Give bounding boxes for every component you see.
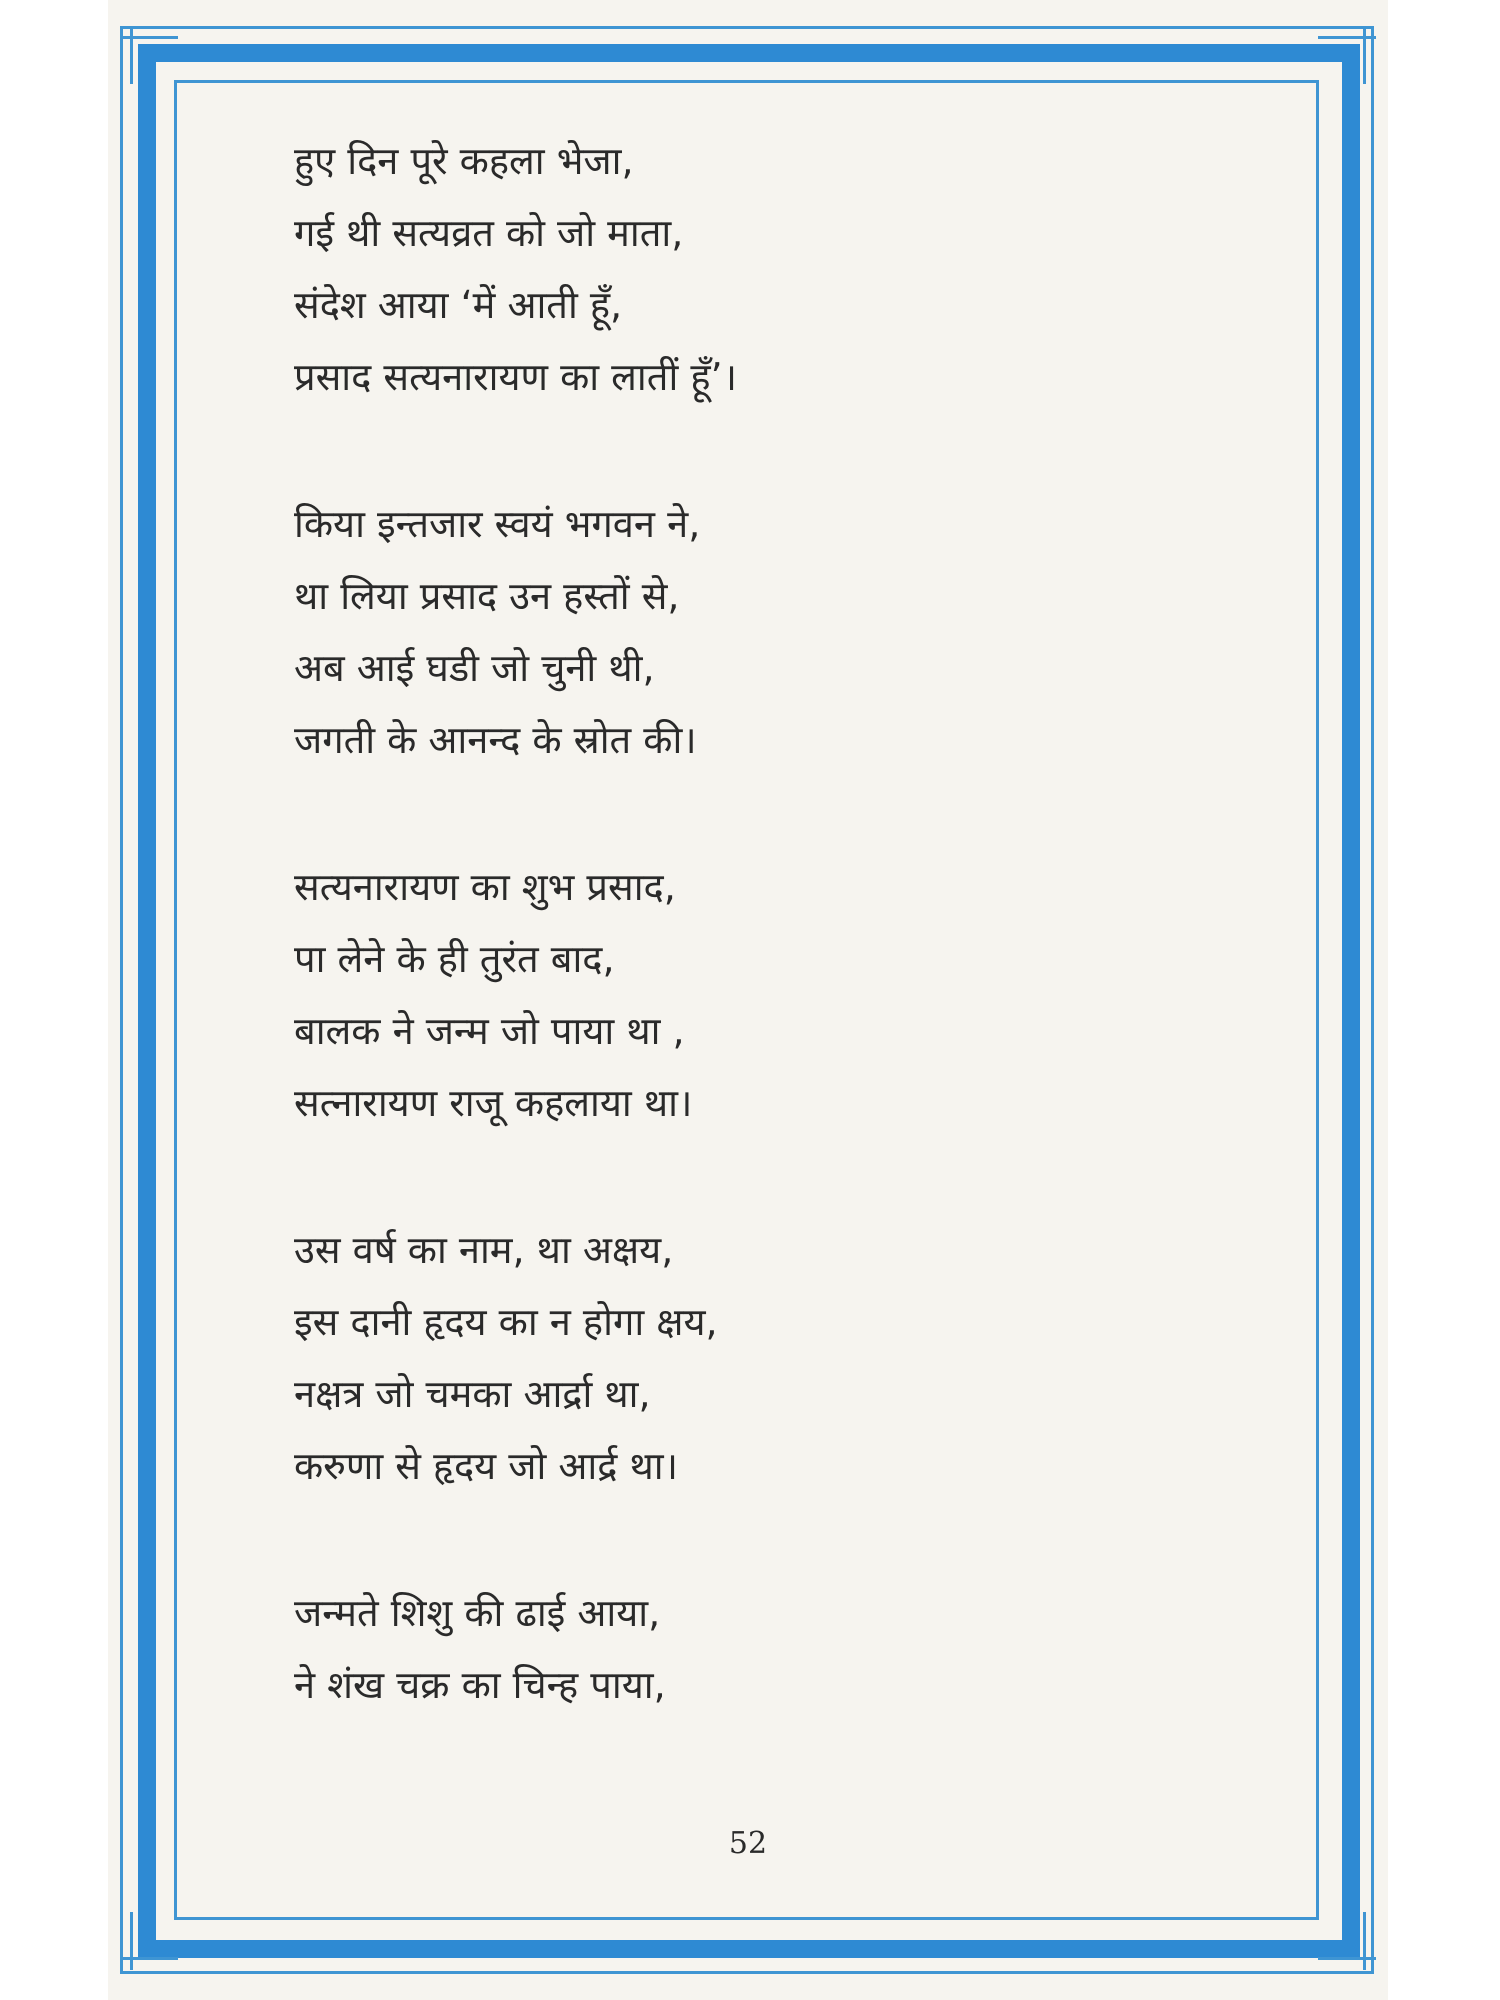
corner-ornament-top-left [108, 14, 178, 84]
stanza [294, 488, 994, 776]
stanza [294, 851, 994, 1139]
poem-line: था लिया प्रसाद उन हस्तों से, [294, 574, 680, 618]
stanza [294, 1214, 994, 1502]
poem-line: इस दानी हृदय का न होगा क्षय, [294, 1300, 718, 1344]
poem-line: संदेश आया ‘में आती हूँ, [294, 283, 623, 327]
corner-ornament-bottom-right [1318, 1912, 1388, 1982]
poem-line: सत्यनारायण का शुभ प्रसाद, [294, 865, 676, 909]
corner-ornament-bottom-left [108, 1912, 178, 1982]
poem-line: प्रसाद सत्यनारायण का लातीं हूँ’। [294, 355, 738, 399]
corner-ornament-top-right [1318, 14, 1388, 84]
poem-line: पा लेने के ही तुरंत बाद, [294, 937, 615, 981]
poem-line: जगती के आनन्द के स्रोत की। [294, 718, 697, 762]
page-number: 52 [728, 1826, 768, 1861]
poem-line: करुणा से हृदय जो आर्द्र था। [294, 1444, 679, 1488]
stanza [294, 125, 994, 413]
poem-line: गई थी सत्यव्रत को जो माता, [294, 211, 684, 255]
poem-body [294, 125, 994, 1796]
poem-line: अब आई घडी जो चुनी थी, [294, 646, 655, 690]
poem-line: किया इन्तजार स्वयं भगवन ने, [294, 502, 701, 546]
poem-line: जन्मते शिशु की ढाई आया, [294, 1591, 661, 1635]
poem-line: हुए दिन पूरे कहला भेजा, [294, 139, 634, 183]
poem-line: बालक ने जन्म जो पाया था , [294, 1009, 685, 1053]
poem-line: सत्नारायण राजू कहलाया था। [294, 1081, 693, 1125]
book-page [108, 0, 1388, 2000]
poem-line: उस वर्ष का नाम, था अक्षय, [294, 1228, 674, 1272]
poem-line: ने शंख चक्र का चिन्ह पाया, [294, 1663, 666, 1707]
stanza [294, 1577, 994, 1721]
poem-line: नक्षत्र जो चमका आर्द्रा था, [294, 1372, 651, 1416]
